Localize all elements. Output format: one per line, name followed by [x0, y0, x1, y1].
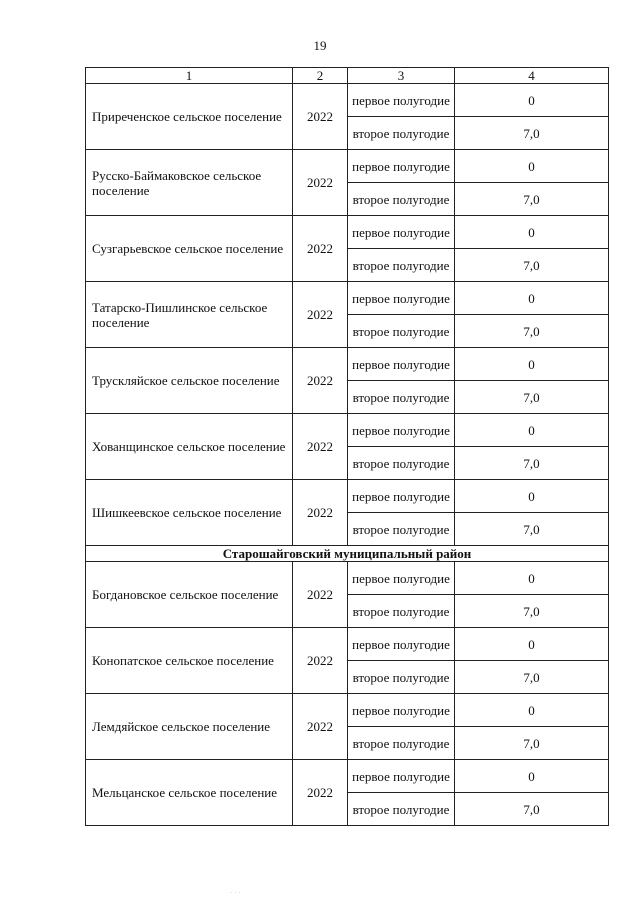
settlement-name: Трускляйское сельское поселение — [86, 348, 293, 414]
column-header: 2 — [293, 68, 348, 84]
year-cell: 2022 — [293, 216, 348, 282]
settlement-name: Сузгарьевское сельское поселение — [86, 216, 293, 282]
column-header: 1 — [86, 68, 293, 84]
value-cell: 0 — [455, 84, 609, 117]
section-title: Старошайговский муниципальный район — [86, 546, 609, 562]
year-cell: 2022 — [293, 348, 348, 414]
year-cell: 2022 — [293, 562, 348, 628]
year-cell: 2022 — [293, 480, 348, 546]
year-cell: 2022 — [293, 694, 348, 760]
settlement-name: Приреченское сельское поселение — [86, 84, 293, 150]
year-cell: 2022 — [293, 414, 348, 480]
period-cell: первое полугодие — [348, 282, 455, 315]
value-cell: 0 — [455, 562, 609, 595]
settlement-name: Шишкеевское сельское поселение — [86, 480, 293, 546]
year-cell: 2022 — [293, 628, 348, 694]
value-cell: 0 — [455, 282, 609, 315]
page-number: 19 — [313, 38, 327, 53]
data-table — [85, 67, 609, 826]
table-row — [86, 216, 609, 249]
period-cell: второе полугодие — [348, 381, 455, 414]
period-cell: второе полугодие — [348, 183, 455, 216]
period-cell: второе полугодие — [348, 793, 455, 826]
period-cell: второе полугодие — [348, 315, 455, 348]
year-cell: 2022 — [293, 760, 348, 826]
period-cell: второе полугодие — [348, 595, 455, 628]
year-cell: 2022 — [293, 282, 348, 348]
value-cell: 7,0 — [455, 595, 609, 628]
value-cell: 7,0 — [455, 727, 609, 760]
value-cell: 7,0 — [455, 381, 609, 414]
period-cell: первое полугодие — [348, 216, 455, 249]
table-row — [86, 84, 609, 117]
period-cell: второе полугодие — [348, 249, 455, 282]
value-cell: 0 — [455, 348, 609, 381]
scan-artifact: · · · — [230, 889, 241, 897]
table-row — [86, 760, 609, 793]
period-cell: первое полугодие — [348, 150, 455, 183]
value-cell: 0 — [455, 760, 609, 793]
period-cell: второе полугодие — [348, 117, 455, 150]
table-row — [86, 414, 609, 447]
settlement-name: Русско-Баймаковское сельское поселение — [86, 150, 293, 216]
column-header: 4 — [455, 68, 609, 84]
value-cell: 0 — [455, 694, 609, 727]
period-cell: первое полугодие — [348, 414, 455, 447]
value-cell: 0 — [455, 628, 609, 661]
period-cell: первое полугодие — [348, 348, 455, 381]
table-row — [86, 628, 609, 661]
period-cell: второе полугодие — [348, 661, 455, 694]
period-cell: первое полугодие — [348, 694, 455, 727]
table-row — [86, 480, 609, 513]
period-cell: первое полугодие — [348, 562, 455, 595]
value-cell: 7,0 — [455, 117, 609, 150]
table-row — [86, 348, 609, 381]
year-cell: 2022 — [293, 84, 348, 150]
value-cell: 7,0 — [455, 513, 609, 546]
value-cell: 7,0 — [455, 315, 609, 348]
value-cell: 0 — [455, 414, 609, 447]
settlement-name: Конопатское сельское поселение — [86, 628, 293, 694]
year-cell: 2022 — [293, 150, 348, 216]
period-cell: второе полугодие — [348, 447, 455, 480]
settlement-name: Богдановское сельское поселение — [86, 562, 293, 628]
value-cell: 0 — [455, 480, 609, 513]
period-cell: первое полугодие — [348, 628, 455, 661]
period-cell: второе полугодие — [348, 727, 455, 760]
table-row — [86, 694, 609, 727]
period-cell: первое полугодие — [348, 480, 455, 513]
period-cell: первое полугодие — [348, 760, 455, 793]
settlement-name: Хованщинское сельское поселение — [86, 414, 293, 480]
table-row — [86, 562, 609, 595]
column-header: 3 — [348, 68, 455, 84]
value-cell: 7,0 — [455, 661, 609, 694]
period-cell: первое полугодие — [348, 84, 455, 117]
value-cell: 7,0 — [455, 447, 609, 480]
settlement-name: Лемдяйское сельское поселение — [86, 694, 293, 760]
settlement-name: Мельцанское сельское поселение — [86, 760, 293, 826]
header-row — [86, 68, 609, 84]
period-cell: второе полугодие — [348, 513, 455, 546]
table-row — [86, 150, 609, 183]
value-cell: 7,0 — [455, 793, 609, 826]
settlement-name: Татарско-Пишлинское сельское поселение — [86, 282, 293, 348]
value-cell: 0 — [455, 216, 609, 249]
section-row — [86, 546, 609, 562]
value-cell: 7,0 — [455, 249, 609, 282]
value-cell: 0 — [455, 150, 609, 183]
value-cell: 7,0 — [455, 183, 609, 216]
table-row — [86, 282, 609, 315]
